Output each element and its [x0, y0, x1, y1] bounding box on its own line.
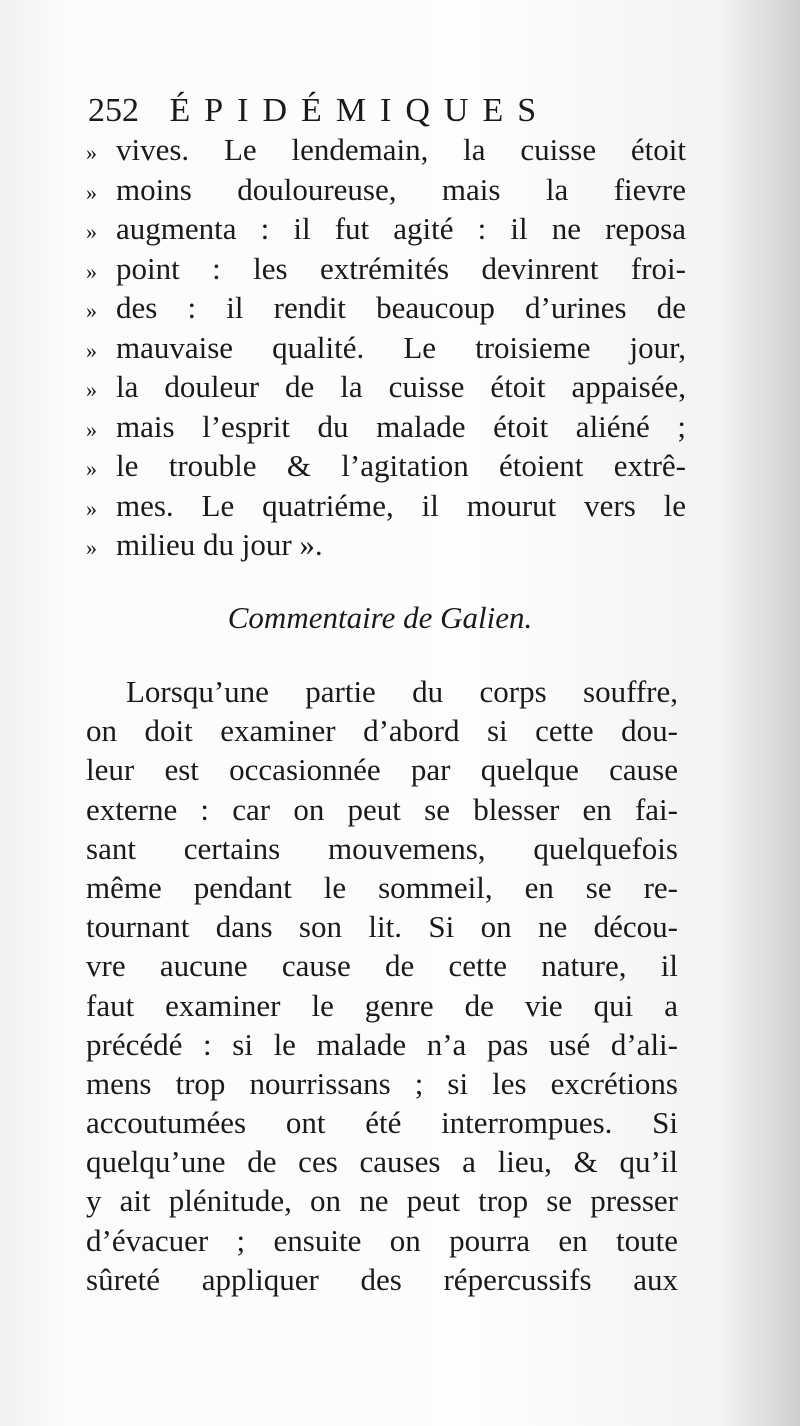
body-line: d’évacuer ; ensuite on pourra en toute	[86, 1222, 678, 1258]
quote-line-text: la douleur de la cuisse étoit appaisée,	[116, 369, 686, 404]
quote-mark: »	[86, 140, 97, 165]
quote-line	[86, 367, 686, 407]
quote-mark: »	[86, 258, 97, 284]
quote-line-text: milieu du jour ».	[116, 527, 323, 562]
quote-line-text: vives. Le lendemain, la cuisse étoit	[116, 132, 686, 167]
quote-line	[86, 288, 686, 328]
quote-line-text: mes. Le quatriéme, il mourut vers le	[116, 487, 686, 523]
quoted-passage	[86, 130, 686, 565]
body-line: Lorsqu’une partie du corps souffre,	[126, 674, 678, 709]
quote-line	[86, 486, 686, 526]
quote-mark: »	[86, 456, 97, 481]
body-line: tournant dans son lit. Si on ne décou-	[86, 909, 678, 945]
quote-mark: »	[86, 495, 97, 521]
quote-line	[86, 249, 686, 289]
quote-line-text: mais l’esprit du malade étoit aliéné ;	[116, 408, 686, 444]
body-line: vre aucune cause de cette nature, il	[86, 948, 678, 984]
quote-line-text: le trouble & l’agitation étoient extrê-	[116, 448, 686, 483]
quote-line-text: augmenta : il fut agité : il ne reposa	[116, 211, 686, 246]
quote-mark: »	[86, 337, 97, 363]
quote-line-text: des : il rendit beaucoup d’urines de	[116, 290, 686, 325]
commentary-body	[86, 672, 678, 1299]
quote-line-text: point : les extrémités devinrent froi-	[116, 250, 686, 286]
body-line: sant certains mouvemens, quelquefois	[86, 830, 678, 866]
quote-mark: »	[86, 377, 97, 402]
running-header	[88, 92, 550, 130]
quote-mark: »	[86, 535, 97, 560]
body-line: même pendant le sommeil, en se re-	[86, 869, 678, 905]
running-title: ÉPIDÉMIQUES	[169, 92, 551, 129]
quote-line	[86, 328, 686, 368]
quote-line-text: mauvaise qualité. Le troisieme jour,	[116, 329, 686, 365]
body-line: externe : car on peut se blesser en fai-	[86, 791, 678, 827]
quote-mark: »	[86, 179, 97, 205]
quote-line	[86, 170, 686, 210]
body-line: on doit examiner d’abord si cette dou-	[86, 713, 678, 749]
body-line: leur est occasionnée par quelque cause	[86, 752, 678, 788]
quote-mark: »	[86, 298, 97, 323]
body-line: accoutumées ont été interrompues. Si	[86, 1105, 678, 1141]
quote-line	[86, 130, 686, 170]
quote-line-text: moins douloureuse, mais la fievre	[116, 171, 686, 207]
section-heading: Commentaire de Galien.	[227, 600, 533, 635]
page-number: 252	[88, 92, 139, 129]
body-line: y ait plénitude, on ne peut trop se presser	[86, 1183, 678, 1219]
quote-mark: »	[86, 219, 97, 244]
quote-line	[86, 446, 686, 486]
quote-line	[86, 525, 686, 565]
quote-mark: »	[86, 416, 97, 442]
body-line: faut examiner le genre de vie qui a	[86, 987, 678, 1023]
body-line: quelqu’une de ces causes a lieu, & qu’il	[86, 1144, 678, 1180]
body-line: mens trop nourrissans ; si les excrétions	[86, 1065, 678, 1101]
body-line: précédé : si le malade n’a pas usé d’ali-	[86, 1026, 678, 1062]
body-line: sûreté appliquer des répercussifs aux	[86, 1261, 678, 1297]
quote-line	[86, 407, 686, 447]
quote-line	[86, 209, 686, 249]
